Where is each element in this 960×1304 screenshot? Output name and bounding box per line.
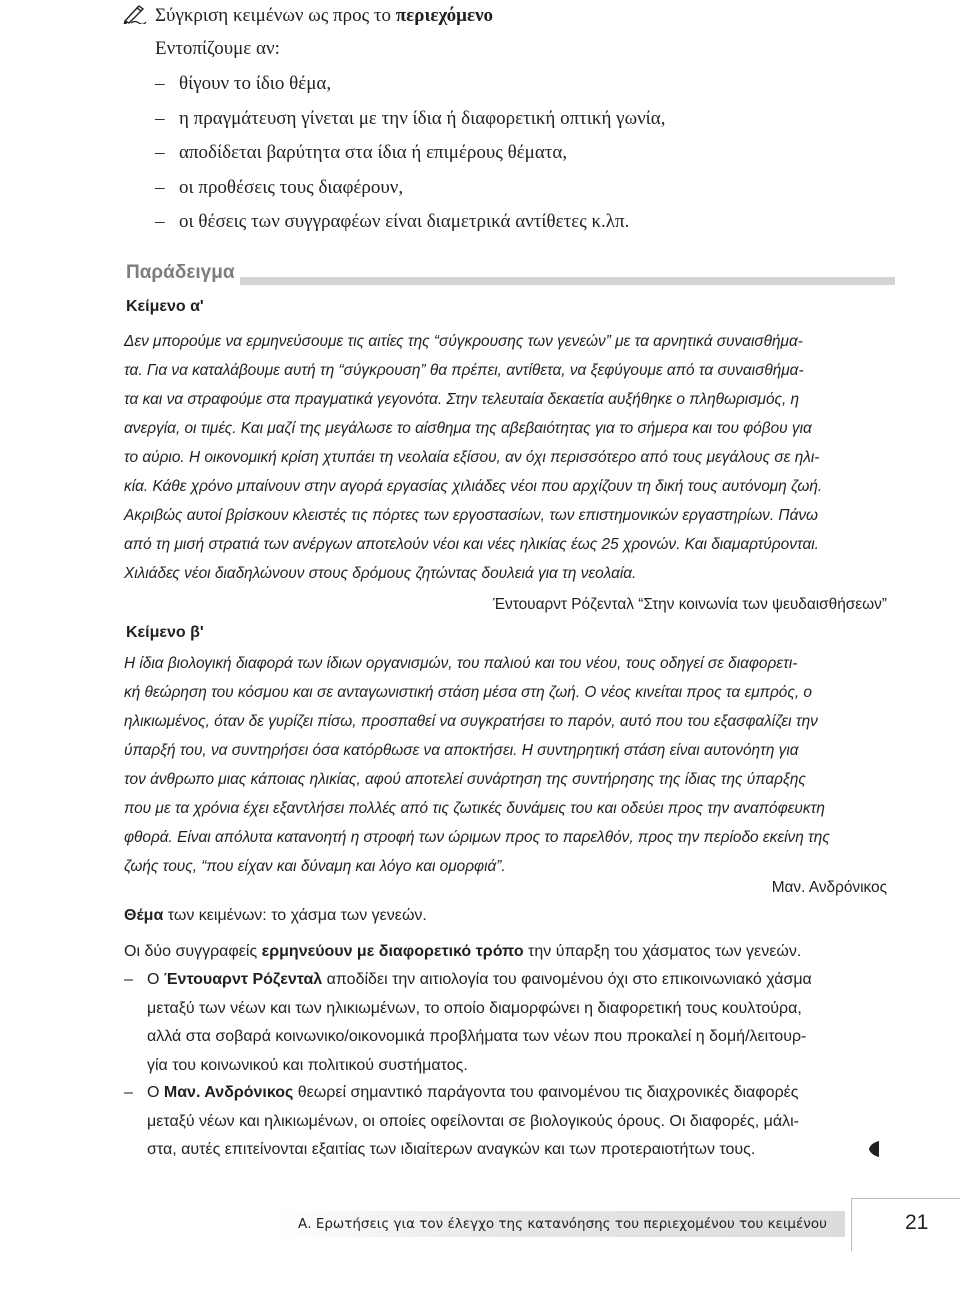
list-item: – οι θέσεις των συγγραφέων είναι διαμετρικά αντίθετες κ.λπ. xyxy=(155,210,666,245)
theme-text: των κειμένων: το χάσμα των γενεών. xyxy=(163,907,427,924)
paragraph-line: το αύριο. Η οικονομική κρίση χτυπάει τη νεολαία εξίσου, αν όχι περισσότερο από τους μεγάλους σε ηλι- xyxy=(124,449,820,466)
bullet-line: μεταξύ των νέων και των ηλικιωμένων, το οποίο διαμορφώνει η διαφορετική τους κουλτούρα, xyxy=(147,999,802,1017)
paragraph-line: Χιλιάδες νέοι διαδηλώνουν στους δρόμους ζητώντας δουλειά για τη νεολαία. xyxy=(124,565,637,582)
paragraph-line: από τη μισή στρατιά των ανέργων αποτελούν νέοι και νέες ηλικίας έως 25 χρονών. Και διαμαρτύρονται. xyxy=(124,536,819,553)
bullet-line: στα, αυτές επιτείνονται εξαιτίας των ιδιαίτερων αναγκών και των προτεραιοτήτων τους. xyxy=(147,1141,756,1158)
criteria-list xyxy=(155,72,666,245)
bullet-line: γία του κοινωνικού και πολιτικού συστήματος. xyxy=(147,1056,468,1074)
dash-marker: – xyxy=(124,1084,133,1101)
bullet-suffix: αποδίδει την αιτιολογία του φαινομένου όχι στο επικοινωνιακό χάσμα xyxy=(322,971,812,988)
paragraph-line: Δεν μπορούμε να ερμηνεύσουμε τις αιτίες της “σύγκρουσης των γενεών” με τα αρνητικά συναισθήμα- xyxy=(124,333,803,350)
paragraph-line: ανεργία, οι τιμές. Και μαζί της μεγάλωσε το αίσθημα της αβεβαιότητας για το σήμερα και του φόβου για xyxy=(124,420,812,437)
bullet-first-line xyxy=(124,966,894,995)
paragraph-line: που με τα χρόνια έχει εξαντλήσει πολλές από τις ζωτικές δυνάμεις του και οδεύει προς την αναπόφευκτη xyxy=(124,800,825,817)
bullet-author: Έντουαρντ Ρόζενταλ xyxy=(163,971,323,988)
paragraph-line: Η ίδια βιολογική διαφορά των ίδιων οργανισμών, του παλιού και του νέου, τους οδηγεί σε διαφορετι- xyxy=(124,655,798,672)
paragraph-line: Ακριβώς αυτοί βρίσκουν κλειστές τις πόρτες των εργοστασίων, των επιστημονικών εργαστηρίων. Πάνω xyxy=(124,507,819,524)
page-number: 21 xyxy=(905,1211,929,1234)
paragraph-line: ύπαρξή του, να συντηρήσει όσα κατόρθωσε να αποκτήσει. Η συντηρητική στάση είναι αυτονόητη για xyxy=(124,742,799,759)
paragraph-line: τον άνθρωπο μιας κάποιας ηλικίας, αφού αποτελεί συνάρτηση της συντήρησης της ίδιας της ύπαρξης xyxy=(124,771,806,788)
text-b-paragraph xyxy=(124,649,892,881)
pen-writing-icon xyxy=(123,4,147,31)
theme-line xyxy=(124,902,427,930)
text-b-label: Κείμενο β' xyxy=(126,624,204,641)
paragraph-line: ηλικιωμένος, όταν δε γυρίζει πίσω, προσπαθεί να συγκρατήσει το παρόν, αυτό που του εξασφαλίζει την xyxy=(124,713,818,730)
text-a-paragraph xyxy=(124,327,892,588)
list-item: – θίγουν το ίδιο θέμα, xyxy=(155,72,666,107)
summary-bold: ερμηνεύουν με διαφορετικό τρόπο xyxy=(261,943,524,960)
section-heading xyxy=(125,4,493,28)
footer-chapter-title: Α. Ερωτήσεις για τον έλεγχο της κατανόησης του περιεχομένου του κειμένου xyxy=(298,1216,827,1232)
summary-line xyxy=(124,938,801,966)
summary-suffix: την ύπαρξη του χάσματος των γενεών. xyxy=(523,943,802,960)
bullet-prefix: Ο xyxy=(147,1084,164,1101)
text-a-source: Έντουαρντ Ρόζενταλ “Στην κοινωνία των ψευδαισθήσεων” xyxy=(492,596,887,613)
bullet-prefix: Ο xyxy=(147,971,164,988)
bullet-suffix: θεωρεί σημαντικό παράγοντα του φαινομένου τις διαχρονικές διαφορές xyxy=(293,1084,799,1101)
example-title: Παράδειγμα xyxy=(126,262,235,283)
heading-bold-text: περιεχόμενο xyxy=(395,5,494,26)
intro-text: Εντοπίζουμε αν: xyxy=(155,38,280,59)
paragraph-line: κή θεώρηση του κόσμου και σε ανταγωνιστική στάση μέσα στη ζωή. Ο νέος κινείται προς τα εμπρός, ο xyxy=(124,684,812,701)
bullet-author: Μαν. Ανδρόνικος xyxy=(163,1084,294,1101)
text-a-label: Κείμενο α' xyxy=(126,298,204,315)
bullet-first-line xyxy=(124,1079,894,1108)
list-item: – οι προθέσεις τους διαφέρουν, xyxy=(155,176,666,211)
example-divider xyxy=(240,277,895,285)
paragraph-line: φθορά. Είναι απόλυτα κατανοητή η στροφή των ώριμων προς το παρελθόν, προς την περίοδο εκείνη της xyxy=(124,829,830,846)
bullet-rosenthal xyxy=(124,966,894,1080)
paragraph-line: κία. Κάθε χρόνο μπαίνουν στην αγορά εργασίας χιλιάδες νέοι που αρχίζουν τη δική τους αυτόνομη ζωή. xyxy=(124,478,823,495)
paragraph-line: τα. Για να καταλάβουμε αυτή τη “σύγκρουση” θα πρέπει, αντίθετα, να ξεφύγουμε από τα συναισθήμα- xyxy=(124,362,804,379)
text-b-source: Μαν. Ανδρόνικος xyxy=(771,879,887,896)
end-marker-icon xyxy=(868,1140,880,1158)
paragraph-line: τα και να στραφούμε στα πραγματικά γεγονότα. Στην τελευταία δεκαετία αυξήθηκε ο πληθωρισμός, η xyxy=(124,391,800,408)
heading-text: Σύγκριση κειμένων ως προς το xyxy=(155,5,391,26)
summary-prefix: Οι δύο συγγραφείς xyxy=(124,943,262,960)
list-item: – η πραγμάτευση γίνεται με την ίδια ή διαφορετική οπτική γωνία, xyxy=(155,107,666,142)
bullet-line: μεταξύ νέων και ηλικιωμένων, οι οποίες οφείλονται σε βιολογικούς όρους. Οι διαφορές, μάλι- xyxy=(147,1112,799,1130)
paragraph-line: ζωής τους, “που είχαν και δύναμη και λόγο και ομορφιά”. xyxy=(124,858,506,875)
bullet-line: αλλά στα σοβαρά κοινωνικο/οικονομικά προβλήματα των νέων που προκαλεί η δομή/λειτουρ- xyxy=(147,1028,807,1045)
list-item: – αποδίδεται βαρύτητα στα ίδια ή επιμέρους θέματα, xyxy=(155,141,666,176)
theme-label: Θέμα xyxy=(124,907,164,924)
dash-marker: – xyxy=(124,971,133,988)
bullet-andronikos xyxy=(124,1079,894,1165)
